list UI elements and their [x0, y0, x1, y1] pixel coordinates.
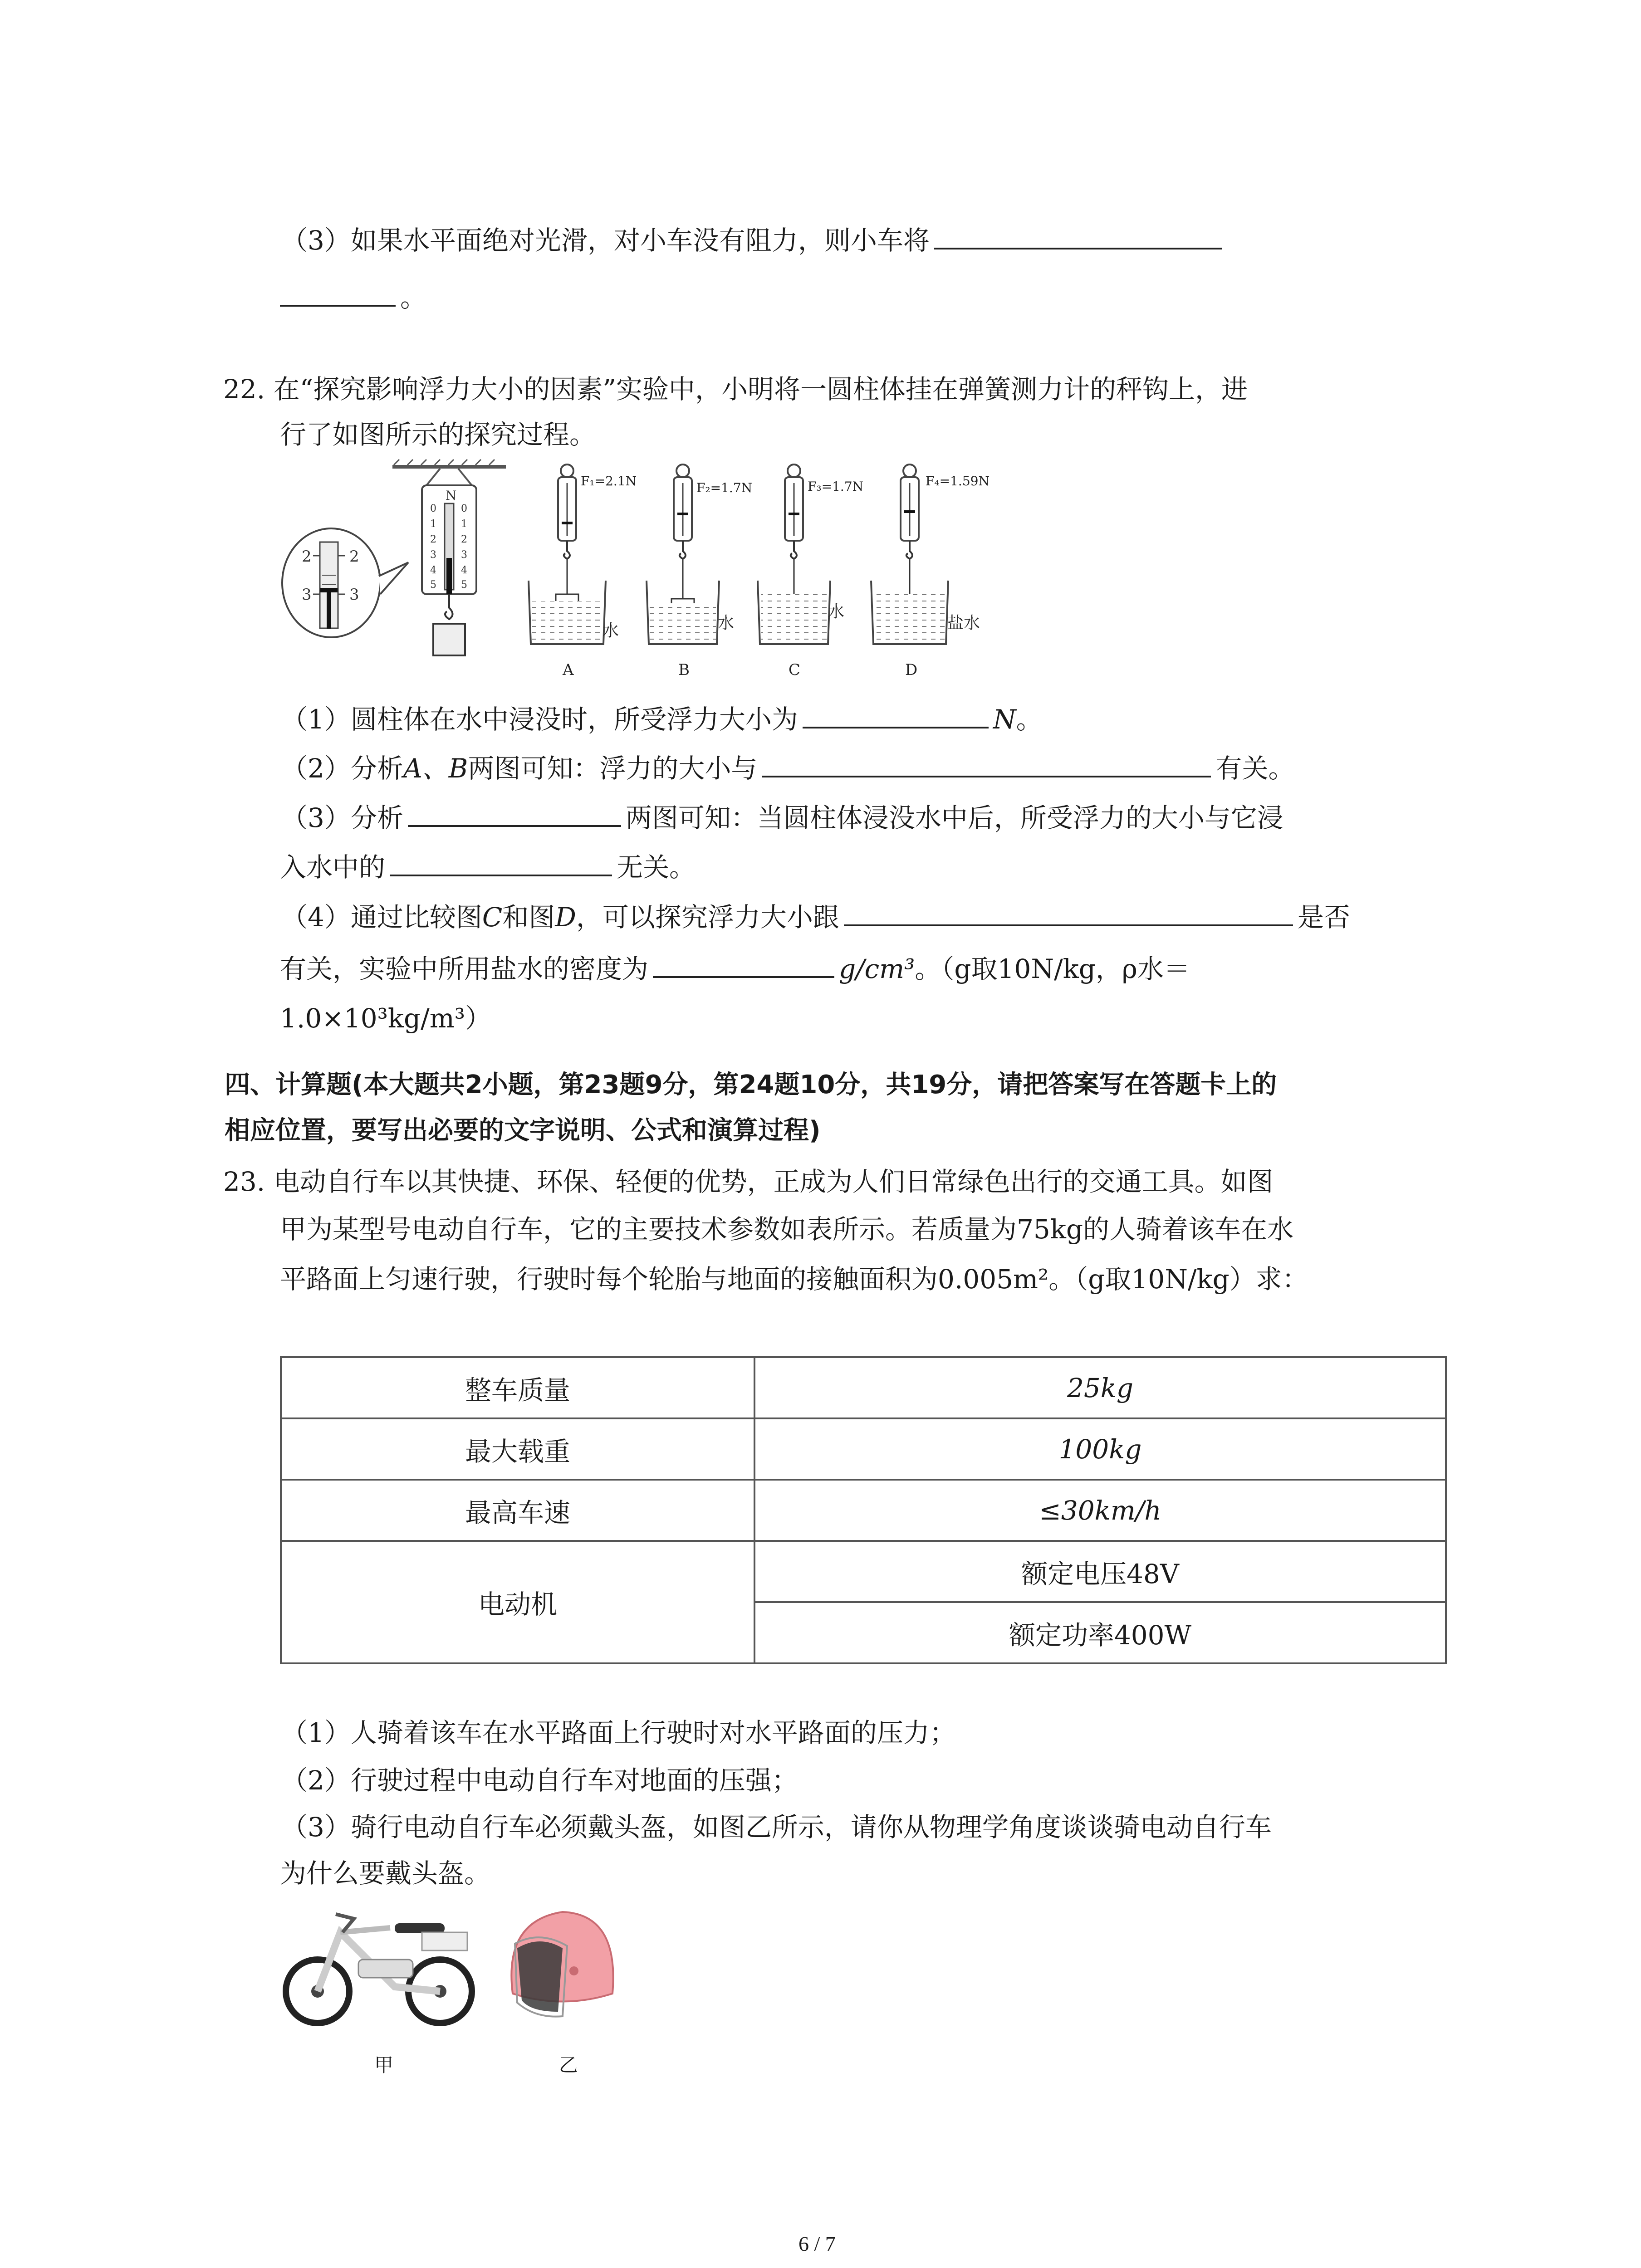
table-cell: 25kg [754, 1357, 1446, 1418]
answer-blank[interactable] [762, 748, 1211, 777]
force-label: F₃=1.7N [808, 479, 864, 494]
figure-caption: A [563, 661, 574, 679]
table-cell: 整车质量 [281, 1357, 754, 1418]
image-caption-yi: 乙 [559, 2054, 578, 2076]
liquid-label: 水 [603, 621, 619, 640]
answer-blank[interactable] [653, 948, 834, 978]
q23-stem-2: 甲为某型号电动自行车，它的主要技术参数如表所示。若质量为75kg的人骑着该车在水 [280, 1214, 1294, 1245]
buoyancy-experiment-figure [277, 458, 1048, 689]
zoom-circle-icon [282, 528, 408, 637]
force-label: F₂=1.7N [696, 480, 753, 495]
spring-scale-b-icon [647, 464, 752, 679]
q22-stem-1: 22. 在“探究影响浮力大小的因素”实验中，小明将一圆柱体挂在弹簧测力计的秤钩上，进 [223, 374, 1248, 405]
q22-part4-line1: （4）通过比较图C和图D，可以探究浮力大小跟 是否 [281, 896, 1350, 935]
table-cell: 最大载重 [281, 1418, 754, 1480]
q21-3-line: （3）如果水平面绝对光滑，对小车没有阻力，则小车将 [281, 220, 1227, 259]
spring-scale-d-icon [871, 464, 989, 679]
electric-bicycle-image [281, 1901, 490, 2037]
q22-stem-2: 行了如图所示的探究过程。 [280, 419, 596, 450]
q22-part4-line2: 有关，实验中所用盐水的密度为 g/cm³。（g取10N/kg，ρ水＝ [280, 948, 1190, 987]
q23-sub3-cont: 为什么要戴头盔。 [280, 1858, 491, 1889]
table-cell: 最高车速 [281, 1480, 754, 1541]
figure-caption: D [905, 661, 918, 679]
svg-text:2: 2 [430, 534, 436, 545]
q22-part1: （1）圆柱体在水中浸没时，所受浮力大小为 N。 [281, 699, 1043, 738]
table-cell: 额定功率400W [754, 1602, 1446, 1663]
helmet-image [499, 1903, 622, 2034]
section-heading-2: 相应位置，要写出必要的文字说明、公式和演算过程) [225, 1116, 821, 1145]
spring-scale-icon [392, 459, 506, 655]
answer-blank[interactable] [844, 896, 1293, 926]
liquid-label: 水 [718, 614, 735, 632]
table-cell: 电动机 [281, 1541, 754, 1663]
svg-text:2: 2 [461, 534, 467, 545]
table-row [281, 1418, 1446, 1480]
svg-text:3: 3 [461, 549, 467, 561]
liquid-label: 盐水 [947, 614, 980, 632]
section-heading: 四、计算题(本大题共2小题，第23题9分，第24题10分，共19分，请把答案写在答题卡上的 [225, 1070, 1277, 1100]
table-row [281, 1541, 1446, 1602]
q23-sub1: （1）人骑着该车在水平路面上行驶时对水平路面的压力； [281, 1717, 956, 1748]
force-label: F₁=2.1N [581, 474, 637, 489]
zoom-label: 2 [302, 547, 312, 566]
zoom-label: 3 [302, 586, 312, 604]
force-label: F₄=1.59N [926, 474, 989, 489]
figure-caption: C [789, 661, 801, 679]
svg-text:3: 3 [430, 549, 436, 561]
q22-part2: （2）分析A、B两图可知：浮力的大小与 有关。 [281, 748, 1294, 787]
table-cell: ≤30km/h [754, 1480, 1446, 1541]
q21-3-line2: 。 [280, 277, 426, 316]
page-number: 6 / 7 [798, 2232, 836, 2255]
svg-text:0: 0 [461, 503, 467, 514]
q22-part3-line2: 入水中的 无关。 [280, 846, 696, 885]
q23-sub2: （2）行驶过程中电动自行车对地面的压强； [281, 1765, 798, 1796]
q22-part3-line1: （3）分析 两图可知：当圆柱体浸没水中后，所受浮力的大小与它浸 [281, 797, 1283, 836]
figure-caption: B [678, 661, 690, 679]
answer-blank[interactable] [280, 277, 396, 307]
q23-sub3: （3）骑行电动自行车必须戴头盔，如图乙所示，请你从物理学角度谈谈骑电动自行车 [281, 1812, 1272, 1843]
q23-stem-3: 平路面上匀速行驶，行驶时每个轮胎与地面的接触面积为0.005m²。（g取10N/kg）求： [280, 1264, 1308, 1295]
svg-text:1: 1 [461, 518, 467, 530]
svg-text:0: 0 [430, 503, 436, 514]
svg-text:4: 4 [430, 565, 436, 576]
table-row [281, 1357, 1446, 1418]
spring-scale-c-icon [758, 464, 863, 679]
liquid-label: 水 [828, 602, 845, 621]
svg-text:1: 1 [430, 518, 436, 530]
spring-scale-a-icon [529, 464, 637, 679]
scale-unit: N [446, 488, 457, 503]
table-cell: 额定电压48V [754, 1541, 1446, 1602]
zoom-label: 3 [349, 586, 359, 604]
zoom-label: 2 [349, 547, 359, 566]
q23-stem-1: 23. 电动自行车以其快捷、环保、轻便的优势，正成为人们日常绿色出行的交通工具。如图 [223, 1166, 1274, 1197]
svg-text:5: 5 [430, 579, 436, 591]
q22-part4-line3: 1.0×10³kg/m³） [280, 1003, 491, 1034]
answer-blank[interactable] [803, 699, 989, 728]
svg-text:5: 5 [461, 579, 467, 591]
table-row [281, 1480, 1446, 1541]
image-caption-jia: 甲 [374, 2054, 394, 2076]
table-cell: 100kg [754, 1418, 1446, 1480]
answer-blank[interactable] [934, 220, 1222, 249]
answer-blank[interactable] [390, 846, 612, 876]
svg-text:4: 4 [461, 565, 467, 576]
spec-table [280, 1356, 1447, 1664]
answer-blank[interactable] [408, 797, 621, 827]
